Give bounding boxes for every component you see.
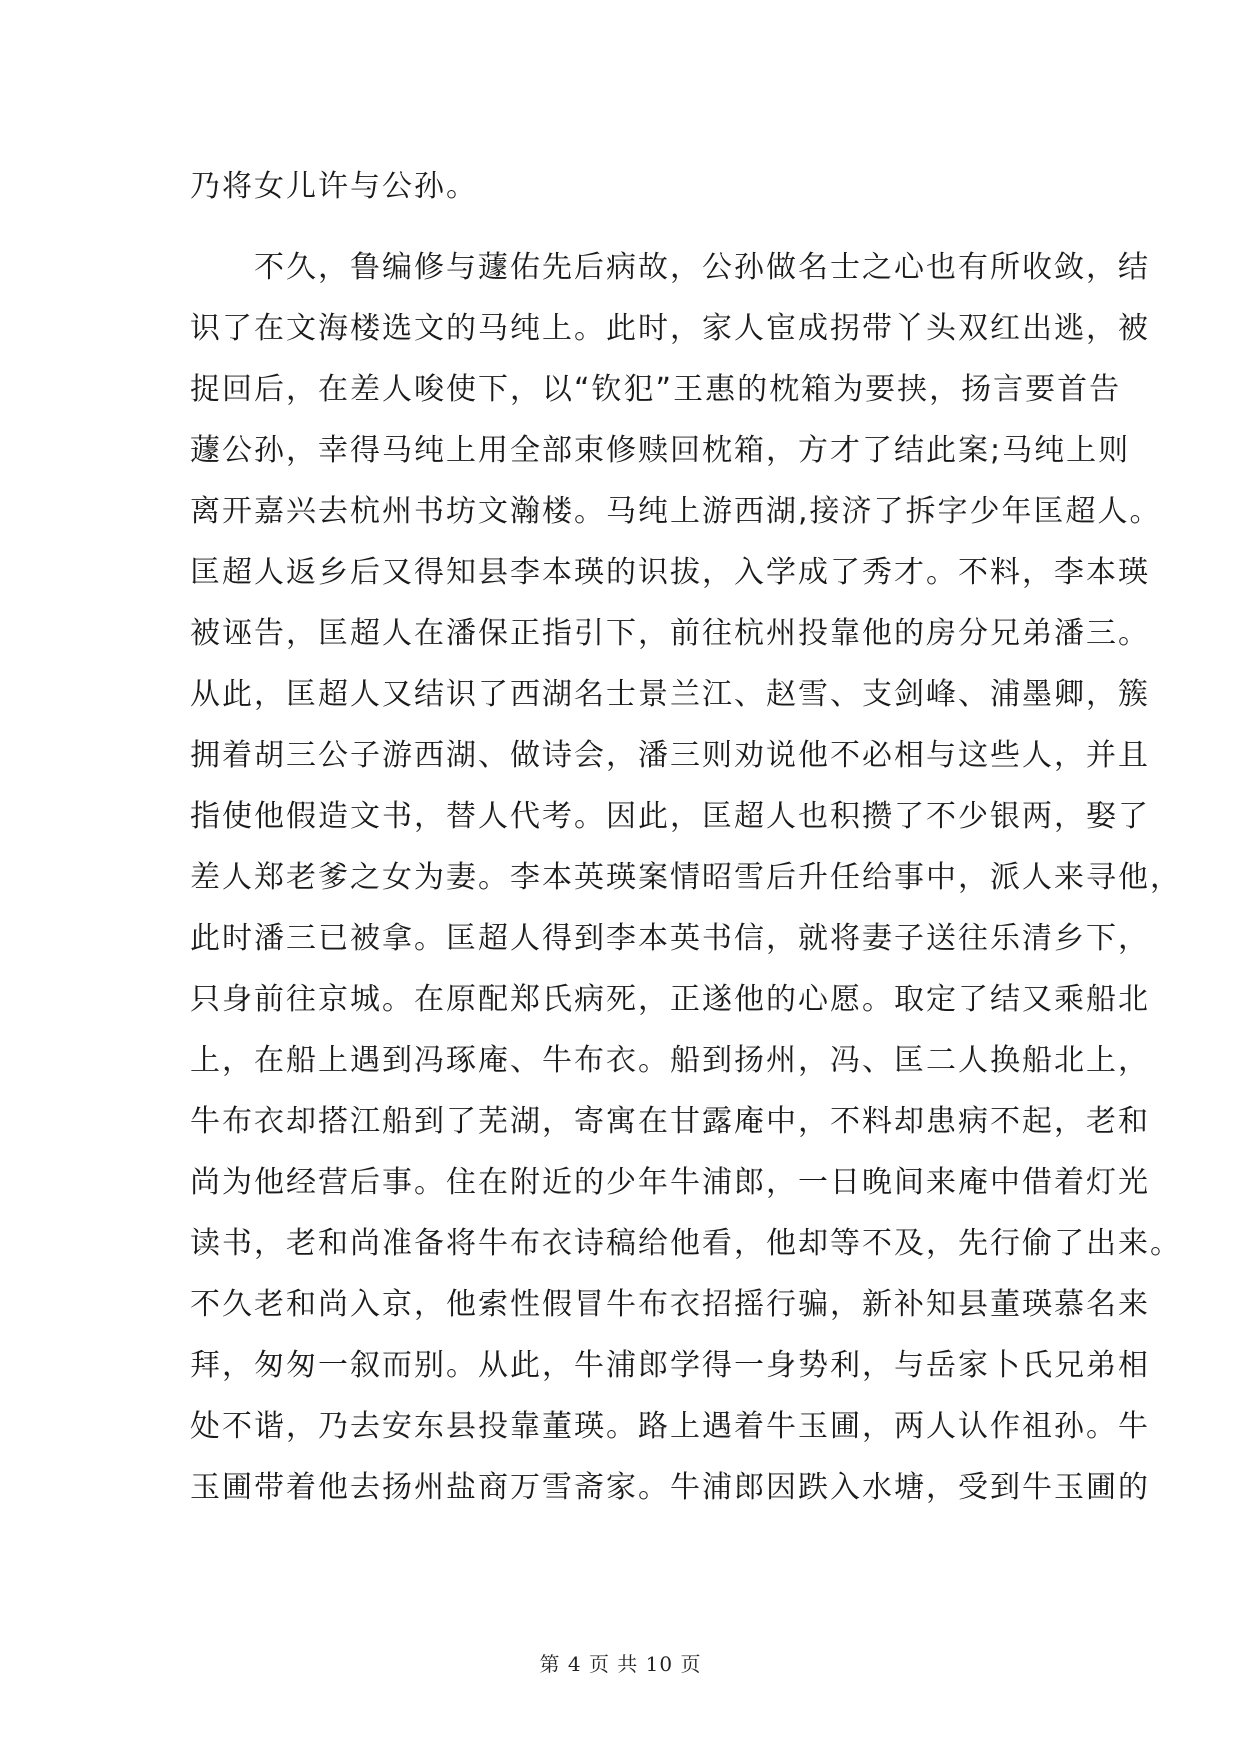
text-line: 牛布衣却搭江船到了芜湖，寄寓在甘露庵中，不料却患病不起，老和 (190, 1104, 1150, 1139)
text-line: 从此，匡超人又结识了西湖名士景兰江、赵雪、支剑峰、浦墨卿，簇 (190, 677, 1150, 712)
text-line: 捉回后，在差人唆使下，以“钦犯”王惠的枕箱为要挟，扬言要首告 (190, 372, 1122, 407)
body-text (190, 156, 1182, 1518)
text-line: 读书，老和尚准备将牛布衣诗稿给他看，他却等不及，先行偷了出来。 (190, 1226, 1182, 1261)
text-line: 匡超人返乡后又得知县李本瑛的识拔，入学成了秀才。不料，李本瑛 (190, 555, 1150, 590)
text-line: 上，在船上遇到冯琢庵、牛布衣。船到扬州，冯、匡二人换船北上， (190, 1043, 1150, 1078)
text-line: 指使他假造文书，替人代考。因此，匡超人也积攒了不少银两，娶了 (190, 799, 1150, 834)
text-line: 只身前往京城。在原配郑氏病死，正遂他的心愿。取定了结又乘船北 (190, 982, 1150, 1017)
text-line: 差人郑老爹之女为妻。李本英瑛案情昭雪后升任给事中，派人来寻他， (190, 860, 1182, 895)
text-line: 拜，匆匆一叙而别。从此，牛浦郎学得一身势利，与岳家卜氏兄弟相 (190, 1348, 1150, 1383)
text-line: 不久老和尚入京，他索性假冒牛布衣招摇行骗，新补知县董瑛慕名来 (190, 1287, 1150, 1322)
text-line: 识了在文海楼选文的马纯上。此时，家人宦成拐带丫头双红出逃，被 (190, 311, 1150, 346)
paragraph-gap (190, 217, 1060, 237)
text-line: 尚为他经营后事。住在附近的少年牛浦郎，一日晚间来庵中借着灯光 (190, 1165, 1150, 1200)
text-line: 此时潘三已被拿。匡超人得到李本英书信，就将妻子送往乐清乡下， (190, 921, 1150, 956)
text-line: 被诬告，匡超人在潘保正指引下，前往杭州投靠他的房分兄弟潘三。 (190, 616, 1150, 651)
text-line: 拥着胡三公子游西湖、做诗会，潘三则劝说他不必相与这些人，并且 (190, 738, 1150, 773)
text-line: 离开嘉兴去杭州书坊文瀚楼。马纯上游西湖,接济了拆字少年匡超人。 (190, 494, 1162, 529)
text-line: 处不谐，乃去安东县投靠董瑛。路上遇着牛玉圃，两人认作祖孙。牛 (190, 1409, 1150, 1444)
text-line: 玉圃带着他去扬州盐商万雪斋家。牛浦郎因跌入水塘，受到牛玉圃的 (190, 1470, 1150, 1505)
text-line: 乃将女儿许与公孙。 (190, 169, 478, 204)
text-line: 蘧公孙，幸得马纯上用全部束修赎回枕箱，方才了结此案;马纯上则 (190, 433, 1131, 468)
text-line: 不久，鲁编修与蘧佑先后病故，公孙做名士之心也有所收敛，结 (190, 250, 1150, 285)
page-number-footer: 第 4 页 共 10 页 (539, 1652, 702, 1676)
